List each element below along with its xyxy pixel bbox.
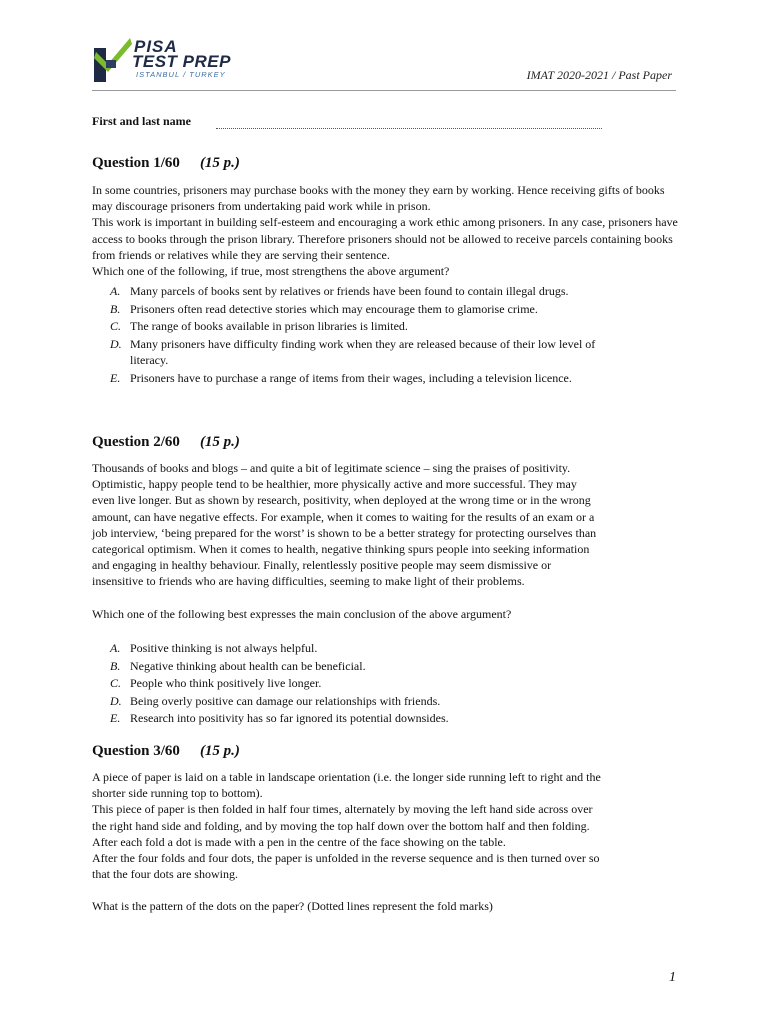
question-2-title [92,434,240,451]
option-letter: D. [110,336,122,351]
option-text: Prisoners have to purchase a range of items from their wages, including a television licence. [130,370,572,385]
question-3-title [92,743,240,760]
option-letter: A. [110,641,121,655]
question-3-paragraph: This piece of paper is then folded in half four times, alternately by moving the left hand side across over the right hand side and folding, and by moving the top half down over the bottom half and then folding. After each fold a dot is made with a pen in the centre of the face showing on the table. [92,802,593,849]
option-text: Being overly positive can damage our relationships with friends. [130,693,441,708]
logo-checkmark-icon [92,38,132,82]
question-1-prompt: Which one of the following, if true, most strengthens the above argument? [92,264,450,279]
name-field-label: First and last name [92,114,191,128]
question-1-points: (15 p.) [199,155,240,171]
question-2-prompt: Which one of the following best expresses the main conclusion of the above argument? [92,606,512,621]
question-2-option-d[interactable] [110,693,610,710]
option-letter: B. [110,658,121,673]
question-1-number: Question 1/60 [92,155,180,171]
option-text: Negative thinking about health can be beneficial. [130,658,366,673]
paper-title: IMAT 2020-2021 / Past Paper [526,68,672,82]
question-3-paragraph: A piece of paper is laid on a table in landscape orientation (i.e. the longer side running left to right and the shorter side running top to bottom). [92,770,601,801]
option-text: Research into positivity has so far ignored its potential downsides. [130,711,449,725]
option-letter: E. [110,370,121,385]
option-letter: C. [110,319,122,333]
question-1-paragraph: In some countries, prisoners may purchase books with the money they earn by working. Hence receiving gifts of books may discourage prisoners from undertaking paid work while in prison. [92,183,665,214]
question-1-options [110,283,600,387]
question-3-number: Question 3/60 [92,743,180,759]
option-letter: C. [110,676,122,690]
option-text: People who think positively live longer. [130,676,322,690]
option-text: Prisoners often read detective stories which may encourage them to glamorise crime. [130,301,538,316]
question-1-option-e[interactable] [110,370,600,387]
question-3-paragraph: After the four folds and four dots, the paper is unfolded in the reverse sequence and is then turned over so that the four dots are showing. [92,851,600,882]
question-2-paragraph: Thousands of books and blogs – and quite a bit of legitimate science – sing the praises of positivity. Optimistic, happy people tend to be healthier, more physically active and more successful. They may even live longer. But as shown by research, positivity, when deployed at the wrong time or in the wrong amount, can have negative effects. For example, when it comes to waiting for the results of an exam or a job interview, ‘being prepared for the worst’ is shown to be a better strategy for protecting ourselves than categorical optimism. When it comes to health, negative thinking spurs people into seeking information and engaging in healthy behaviour. Finally, relentlessly positive people may seem dismissive or insensitive to friends who are having difficulties, seeming to make light of their problems. [92,461,597,589]
question-2-option-b[interactable] [110,658,610,675]
question-1-title [92,155,240,172]
option-text: Many prisoners have difficulty finding work when they are released because of their low level of literacy. [130,336,596,367]
pisa-test-prep-logo [92,36,252,84]
logo-text-pisa: PISA [134,37,178,56]
question-2-number: Question 2/60 [92,434,180,450]
question-1-option-a[interactable] [110,283,600,300]
question-1-option-c[interactable] [110,318,600,335]
page-number: 1 [669,970,676,985]
name-field[interactable] [92,114,612,134]
question-2-points: (15 p.) [199,434,240,450]
logo-text-test-prep: TEST PREP [132,52,231,71]
logo-text-location: ISTANBUL / TURKEY [136,70,226,79]
question-2-option-c[interactable] [110,675,610,692]
question-1-option-b[interactable] [110,301,600,318]
question-3-points: (15 p.) [199,743,240,759]
question-3-prompt: What is the pattern of the dots on the paper? (Dotted lines represent the fold marks) [92,899,493,914]
option-letter: B. [110,301,121,316]
question-2-option-a[interactable] [110,640,610,657]
question-2-body [92,460,602,622]
question-1-body [92,182,682,279]
question-3-body [92,769,607,915]
question-2-option-e[interactable] [110,710,610,727]
page-header [92,36,676,91]
option-letter: E. [110,711,121,725]
option-text: The range of books available in prison libraries is limited. [130,319,408,333]
question-1-option-d[interactable] [110,336,600,369]
question-1-paragraph: This work is important in building self-esteem and encouraging a work ethic among prisoners. In any case, prisoners have access to books through the prison library. Therefore prisoners should not be allowed to receive parcels containing books from friends or relatives while they are serving their sentence. [92,215,678,262]
question-2-options [110,640,610,728]
option-letter: D. [110,693,122,708]
option-text: Many parcels of books sent by relatives or friends have been found to contain illegal drugs. [130,284,569,298]
name-field-dotted-line[interactable] [216,128,602,129]
option-letter: A. [110,284,121,298]
option-text: Positive thinking is not always helpful. [130,641,318,655]
